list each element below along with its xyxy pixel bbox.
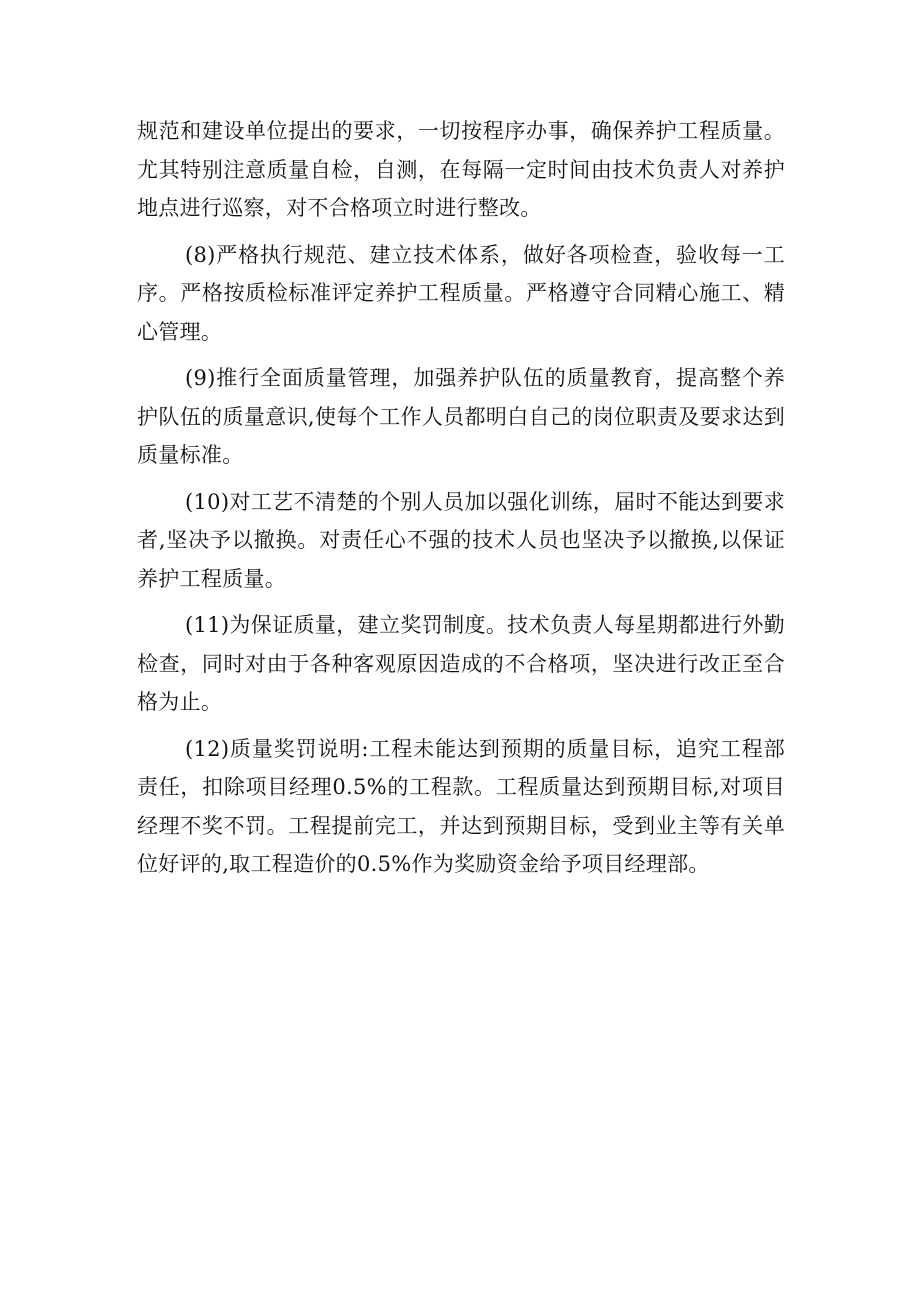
paragraph-item-11: (11)为保证质量，建立奖罚制度。技术负责人每星期都进行外勤检查，同时对由于各种客观原因造成的不合格项，坚决进行改正至合格为止。 [137,613,785,714]
paragraph-item-10: (10)对工艺不清楚的个别人员加以强化训练，届时不能达到要求者,坚决予以撤换。对责任心不强的技术人员也坚决予以撤换,以保证养护工程质量。 [137,489,785,591]
paragraph-item-8: (8)严格执行规范、建立技术体系，做好各项检查，验收每一工序。严格按质检标准评定养护工程质量。严格遵守合同精心施工、精心管理。 [137,242,785,344]
document-body [137,112,785,884]
paragraph-continuation: 规范和建设单位提出的要求，一切按程序办事，确保养护工程质量。尤其特别注意质量自检，自测，在每隔一定时间由技术负责人对养护地点进行巡察，对不合格项立时进行整改。 [137,119,785,220]
paragraph-item-9: (9)推行全面质量管理，加强养护队伍的质量教育，提高整个养护队伍的质量意识,使每个工作人员都明白自己的岗位职责及要求达到质量标准。 [137,366,785,467]
paragraph-item-12: (12)质量奖罚说明:工程未能达到预期的质量目标，追究工程部责任，扣除项目经理0.5%的工程款。工程质量达到预期目标,对项目经理不奖不罚。工程提前完工，并达到预期目标，受到业主等有关单位好评的,取工程造价的0.5%作为奖励资金给予项目经理部。 [137,736,785,876]
